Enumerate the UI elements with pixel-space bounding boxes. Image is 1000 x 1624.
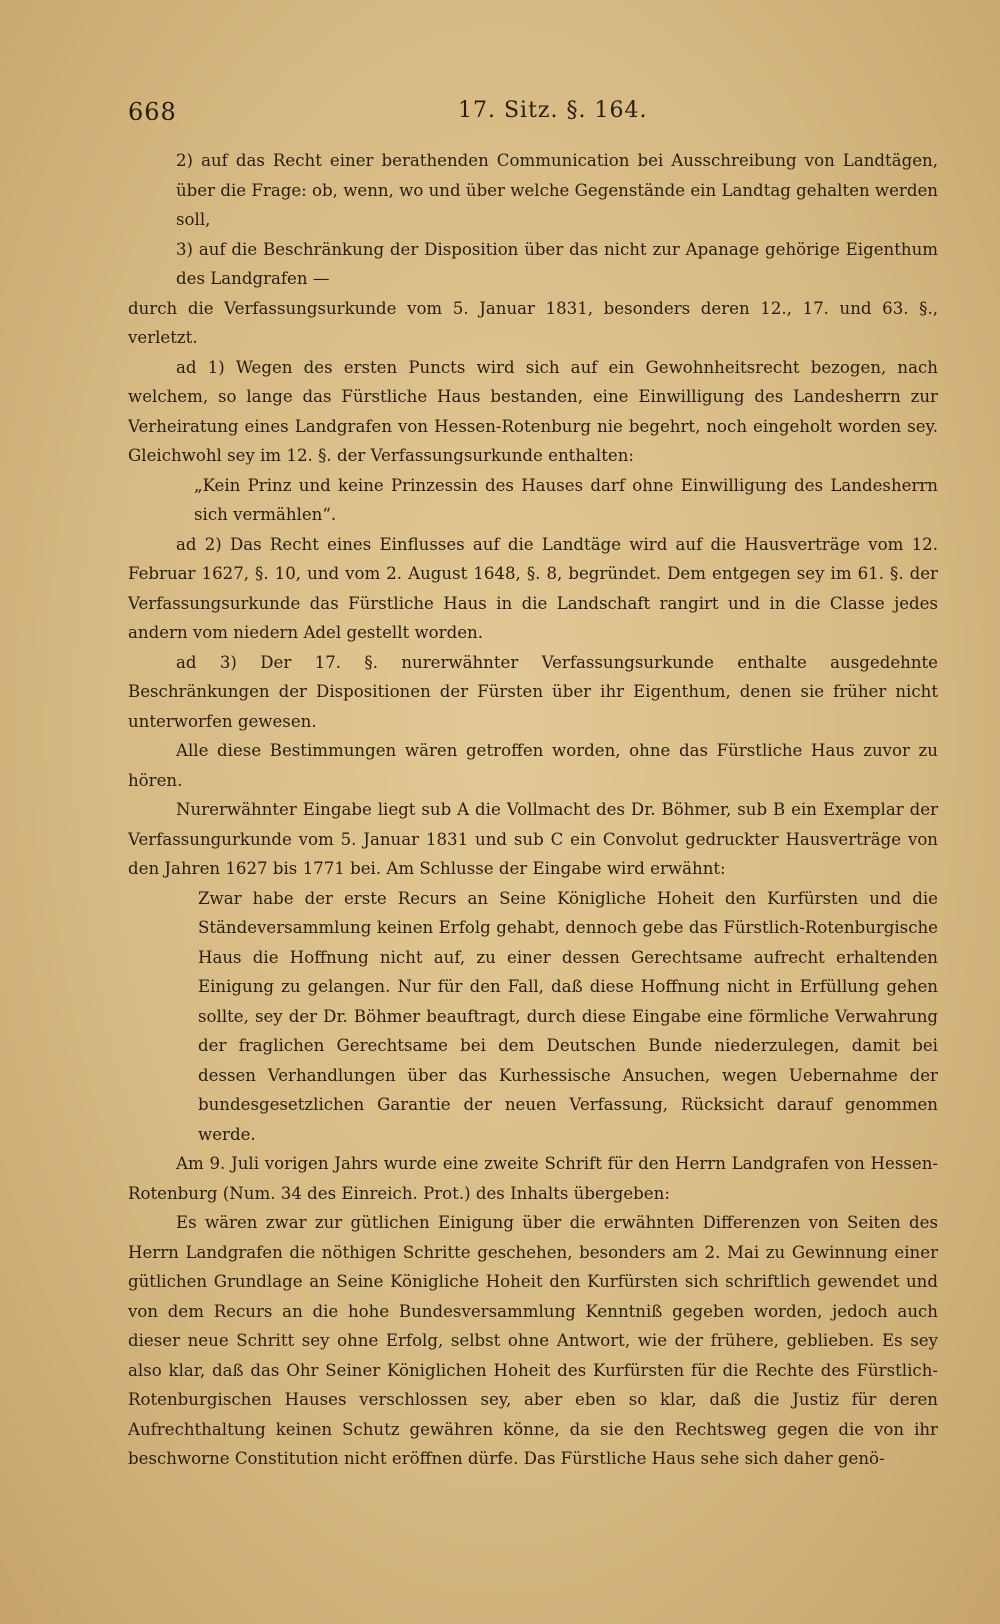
paragraph-item-2: 2) auf das Recht einer berathenden Communication bei Ausschreibung von Landtägen, über die Frage: ob, wenn, wo und über welche Gegenstände ein Landtag gehalten werden soll, — [176, 151, 938, 229]
running-title: 17. Sitz. §. 164. — [458, 98, 648, 123]
paragraph-item-3: 3) auf die Beschränkung der Disposition über das nicht zur Apanage gehörige Eigenthum des Landgrafen — — [176, 239, 938, 288]
paragraph-verletzt: durch die Verfassungsurkunde vom 5. Januar 1831, besonders deren 12., 17. und 63. §., verletzt. — [128, 298, 938, 347]
paragraph-zwar-indented: Zwar habe der erste Recurs an Seine Königliche Hoheit den Kurfürsten und die Ständeversammlung keinen Erfolg gehabt, dennoch gebe das Fürstlich-Rotenburgische Haus die Hoffnung nicht auf, zu einer dessen Gerechtsame aufrecht erhaltenden Einigung zu gelangen. Nur für den Fall, daß diese Hoffnung nicht in Erfüllung gehen sollte, sey der Dr. Böhmer beauftragt, durch diese Eingabe eine förmliche Verwahrung der fraglichen Gerechtsame bei dem Deutschen Bunde niederzulegen, damit bei dessen Verhandlungen über das Kurhessische Ansuchen, wegen Uebernahme der bundesgesetzlichen Garantie der neuen Verfassung, Rücksicht darauf genommen werde. — [198, 888, 938, 1144]
paragraph-ad-1: ad 1) Wegen des ersten Puncts wird sich auf ein Gewohnheitsrecht bezogen, nach welchem, so lange das Fürstliche Haus bestanden, eine Einwilligung des Landesherrn zur Verheiratung eines Landgrafen von Hessen-Rotenburg nie begehrt, noch eingeholt worden sey. Gleichwohl sey im 12. §. der Verfassungsurkunde enthalten: — [128, 357, 938, 465]
paragraph-alle: Alle diese Bestimmungen wären getroffen worden, ohne das Fürstliche Haus zuvor zu hören. — [128, 741, 938, 790]
paragraph-am-9-juli: Am 9. Juli vorigen Jahrs wurde eine zweite Schrift für den Herrn Landgrafen von Hessen-Rotenburg (Num. 34 des Einreich. Prot.) des Inhalts übergeben: — [128, 1154, 938, 1203]
paragraph-ad-2: ad 2) Das Recht eines Einflusses auf die Landtäge wird auf die Hausverträge vom 12. Februar 1627, §. 10, und vom 2. August 1648, §. 8, begründet. Dem entgegen sey im 61. §. der Verfassungsurkunde das Fürstliche Haus in die Landschaft rangirt und in die Classe jedes andern vom niedern Adel gestellt worden. — [128, 534, 938, 642]
paragraph-es-waeren: Es wären zwar zur gütlichen Einigung über die erwähnten Differenzen von Seiten des Herrn Landgrafen die nöthigen Schritte geschehen, besonders am 2. Mai zu Gewinnung einer gütlichen Grundlage an Seine Königliche Hoheit den Kurfürsten sich schriftlich gewendet und von dem Recurs an die hohe Bundesversammlung Kenntniß gegeben worden, jedoch auch dieser neue Schritt sey ohne Erfolg, selbst ohne Antwort, wie der frühere, geblieben. Es sey also klar, daß das Ohr Seiner Königlichen Hoheit des Kurfürsten für die Rechte des Fürstlich-Rotenburgischen Hauses verschlossen sey, aber eben so klar, daß die Justiz für deren Aufrechthaltung keinen Schutz gewähren könne, da sie den Rechtsweg gegen die von ihr beschworne Constitution nicht eröffnen dürfe. Das Fürstliche Haus sehe sich daher genö- — [128, 1213, 938, 1468]
quotation: „Kein Prinz und keine Prinzessin des Hauses darf ohne Einwilligung des Landesherrn sich vermählen“. — [194, 475, 938, 524]
page-number: 668 — [128, 98, 177, 126]
paragraph-ad-3: ad 3) Der 17. §. nurerwähnter Verfassungsurkunde enthalte ausgedehnte Beschränkungen der Dispositionen der Fürsten über ihr Eigenthum, denen sie früher nicht unterworfen gewesen. — [128, 652, 938, 731]
paragraph-nurerwaehnter: Nurerwähnter Eingabe liegt sub A die Vollmacht des Dr. Böhmer, sub B ein Exemplar der Verfassungurkunde vom 5. Januar 1831 und sub C ein Convolut gedruckter Hausverträge von den Jahren 1627 bis 1771 bei. Am Schlusse der Eingabe wird erwähnt: — [128, 800, 938, 878]
page-header — [128, 98, 938, 138]
page-body — [128, 146, 938, 1474]
